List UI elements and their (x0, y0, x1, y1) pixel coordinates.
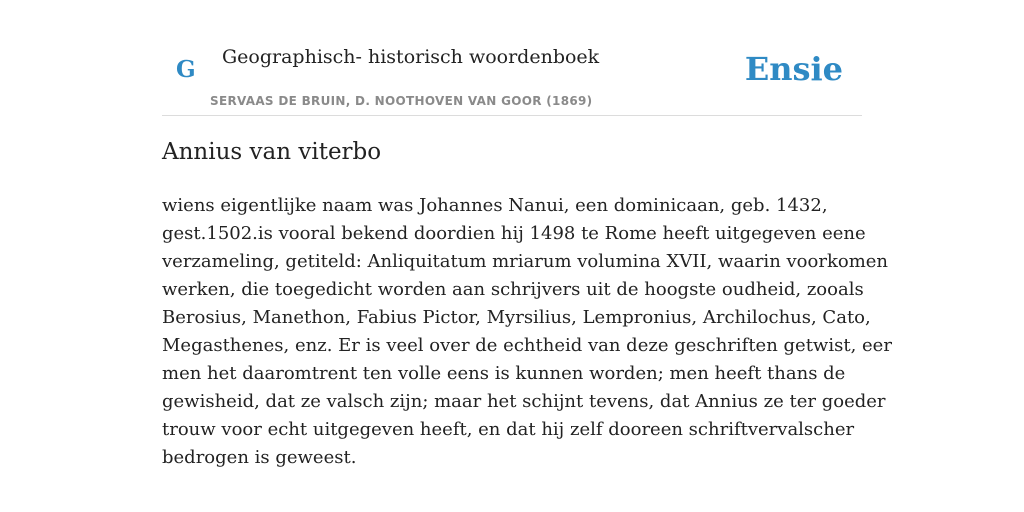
entry-body-line: Berosius, Manethon, Fabius Pictor, Myrsilius, Lempronius, Archilochus, Cato, (162, 307, 871, 328)
entry-body-line: verzameling, getiteld: Anliquitatum mriarum volumina XVII, waarin voorkomen (162, 251, 889, 272)
page-header (162, 40, 862, 116)
entry-body-line: gest.1502.is vooral bekend doordien hij 1498 te Rome heeft uitgegeven eene (162, 223, 866, 244)
entry-body-line: wiens eigentlijke naam was Johannes Nanui, een dominicaan, geb. 1432, (162, 195, 828, 216)
entry-body-line: gewisheid, dat ze valsch zijn; maar het schijnt tevens, dat Annius ze ter goeder (162, 391, 886, 412)
book-authors: SERVAAS DE BRUIN, D. NOOTHOVEN VAN GOOR (1869) (210, 94, 593, 108)
entry-body-line: men het daaromtrent ten volle eens is kunnen worden; men heeft thans de (162, 363, 846, 384)
ensie-logo[interactable]: Ensie (744, 50, 843, 88)
book-initial-icon[interactable]: G (176, 56, 196, 83)
entry-body-line: trouw voor echt uitgegeven heeft, en dat hij zelf dooreen schriftvervalscher (162, 419, 855, 440)
entry-body-line: bedrogen is geweest. (162, 447, 357, 468)
entry-body (162, 192, 892, 472)
entry-body-line: werken, die toegedicht worden aan schrijvers uit de hoogste oudheid, zooals (162, 279, 864, 300)
book-title-link[interactable]: Geographisch- historisch woordenboek (222, 46, 600, 68)
entry-body-line: Megasthenes, enz. Er is veel over de echtheid van deze geschriften getwist, eer (162, 335, 892, 356)
entry-title: Annius van viterbo (162, 139, 382, 165)
